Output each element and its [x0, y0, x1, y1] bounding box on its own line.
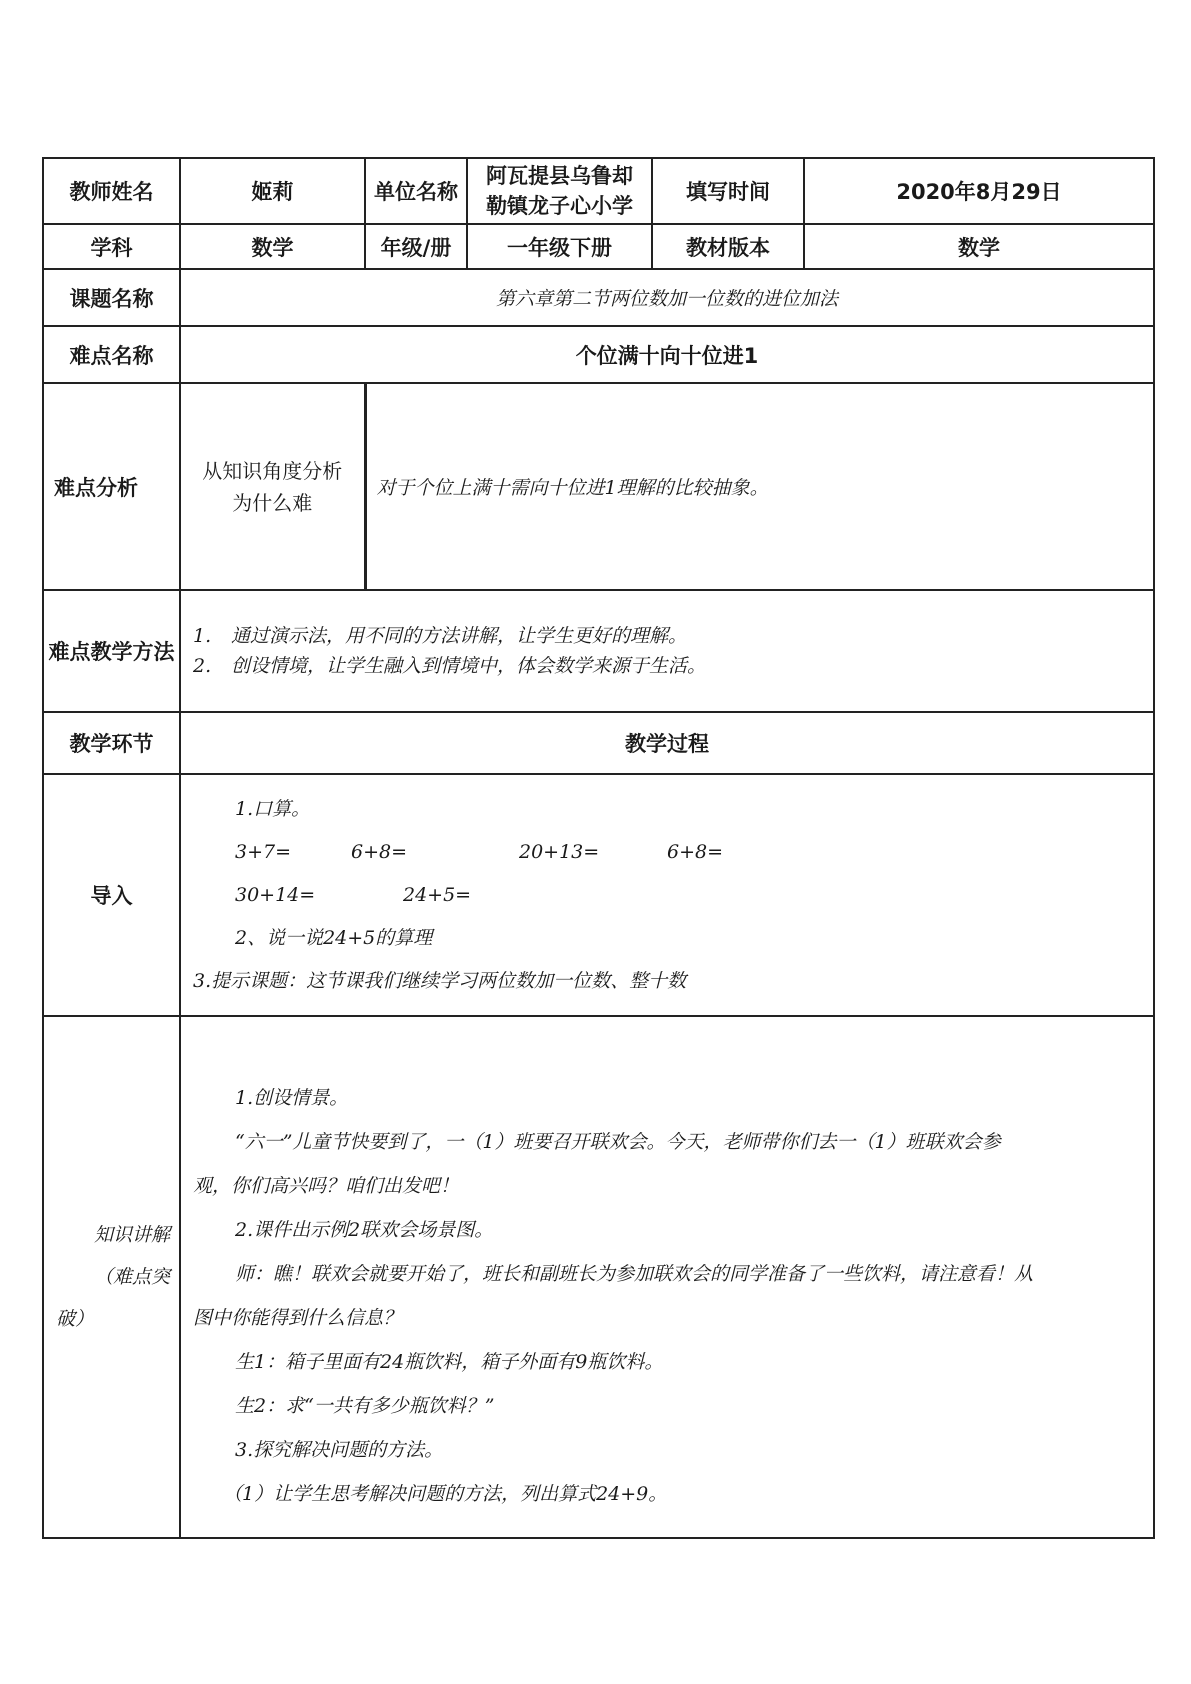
knowledge-line: 2.课件出示例2联欢会场景图。 — [235, 1219, 494, 1241]
subject-value: 数学 — [180, 224, 365, 269]
knowledge-label-line: （难点突 — [94, 1266, 171, 1288]
topic-row — [43, 269, 1154, 326]
header-row-2 — [43, 224, 1154, 269]
knowledge-label — [43, 1016, 180, 1538]
knowledge-line: 1.创设情景。 — [235, 1087, 349, 1109]
calc-item: 20+13= — [519, 840, 600, 863]
knowledge-line: 师：瞧！联欢会就要开始了，班长和副班长为参加联欢会的同学准备了一些饮料，请注意看！从 — [235, 1263, 1034, 1285]
analysis-content: 对于个位上满十需向十位进1理解的比较抽象。 — [365, 383, 1154, 590]
calc-item: 3+7= — [235, 840, 292, 863]
calc-row — [193, 874, 1153, 917]
teacher-name-label: 教师姓名 — [43, 158, 180, 224]
method-label: 难点教学方法 — [43, 590, 180, 712]
method-item-text: 创设情境，让学生融入到情境中，体会数学来源于生活。 — [231, 655, 707, 677]
intro-content — [180, 774, 1154, 1016]
knowledge-line: 生1：箱子里面有24瓶饮料，箱子外面有9瓶饮料。 — [235, 1351, 664, 1373]
method-item-number: 2. — [193, 655, 212, 677]
analysis-sub-label: 从知识角度分析为什么难 — [180, 383, 365, 590]
knowledge-line: 生2：求“一共有多少瓶饮料？” — [235, 1395, 495, 1417]
calc-row — [193, 831, 1153, 874]
knowledge-content — [180, 1016, 1154, 1538]
process-label: 教学过程 — [180, 712, 1154, 774]
difficulty-value: 个位满十向十位进1 — [180, 326, 1154, 383]
grade-label: 年级/册 — [365, 224, 467, 269]
calc-item: 24+5= — [403, 883, 472, 906]
lesson-plan-table — [42, 157, 1155, 1539]
intro-line: 2、说一说24+5的算理 — [235, 926, 433, 949]
teacher-name-value: 姬莉 — [180, 158, 365, 224]
header-row-1 — [43, 158, 1154, 224]
intro-row — [43, 774, 1154, 1016]
topic-value: 第六章第二节两位数加一位数的进位加法 — [180, 269, 1154, 326]
knowledge-line: 观，你们高兴吗？咱们出发吧！ — [193, 1175, 460, 1197]
method-row — [43, 590, 1154, 712]
fill-time-label: 填写时间 — [652, 158, 804, 224]
stage-label: 教学环节 — [43, 712, 180, 774]
intro-line: 3.提示课题：这节课我们继续学习两位数加一位数、整十数 — [193, 969, 687, 992]
difficulty-row — [43, 326, 1154, 383]
knowledge-line: 图中你能得到什么信息？ — [193, 1307, 403, 1329]
calc-item: 30+14= — [235, 883, 316, 906]
intro-label: 导入 — [43, 774, 180, 1016]
subject-label: 学科 — [43, 224, 180, 269]
grade-value: 一年级下册 — [467, 224, 652, 269]
knowledge-row — [43, 1016, 1154, 1538]
method-content — [180, 590, 1154, 712]
knowledge-line: （1）让学生思考解决问题的方法，列出算式24+9。 — [223, 1483, 668, 1505]
analysis-row — [43, 383, 1154, 590]
method-item-text: 通过演示法，用不同的方法讲解，让学生更好的理解。 — [231, 625, 688, 647]
knowledge-line: “六一”儿童节快要到了，一（1）班要召开联欢会。今天，老师带你们去一（1）班联欢会参 — [235, 1131, 1001, 1153]
fill-time-value: 2020年8月29日 — [804, 158, 1154, 224]
topic-label: 课题名称 — [43, 269, 180, 326]
unit-name-value: 阿瓦提县乌鲁却勒镇龙子心小学 — [467, 158, 652, 224]
knowledge-line: 3.探究解决问题的方法。 — [235, 1439, 444, 1461]
analysis-label: 难点分析 — [43, 383, 180, 590]
textbook-label: 教材版本 — [652, 224, 804, 269]
method-item-number: 1. — [193, 625, 212, 647]
calc-item: 6+8= — [667, 840, 724, 863]
method-item — [193, 621, 1153, 651]
unit-name-label: 单位名称 — [365, 158, 467, 224]
calc-item: 6+8= — [351, 840, 408, 863]
intro-line: 1.口算。 — [235, 797, 311, 820]
textbook-value: 数学 — [804, 224, 1154, 269]
difficulty-label: 难点名称 — [43, 326, 180, 383]
method-item — [193, 651, 1153, 681]
knowledge-label-line: 知识讲解 — [94, 1224, 171, 1246]
knowledge-label-line: 破） — [56, 1308, 95, 1330]
process-header-row — [43, 712, 1154, 774]
